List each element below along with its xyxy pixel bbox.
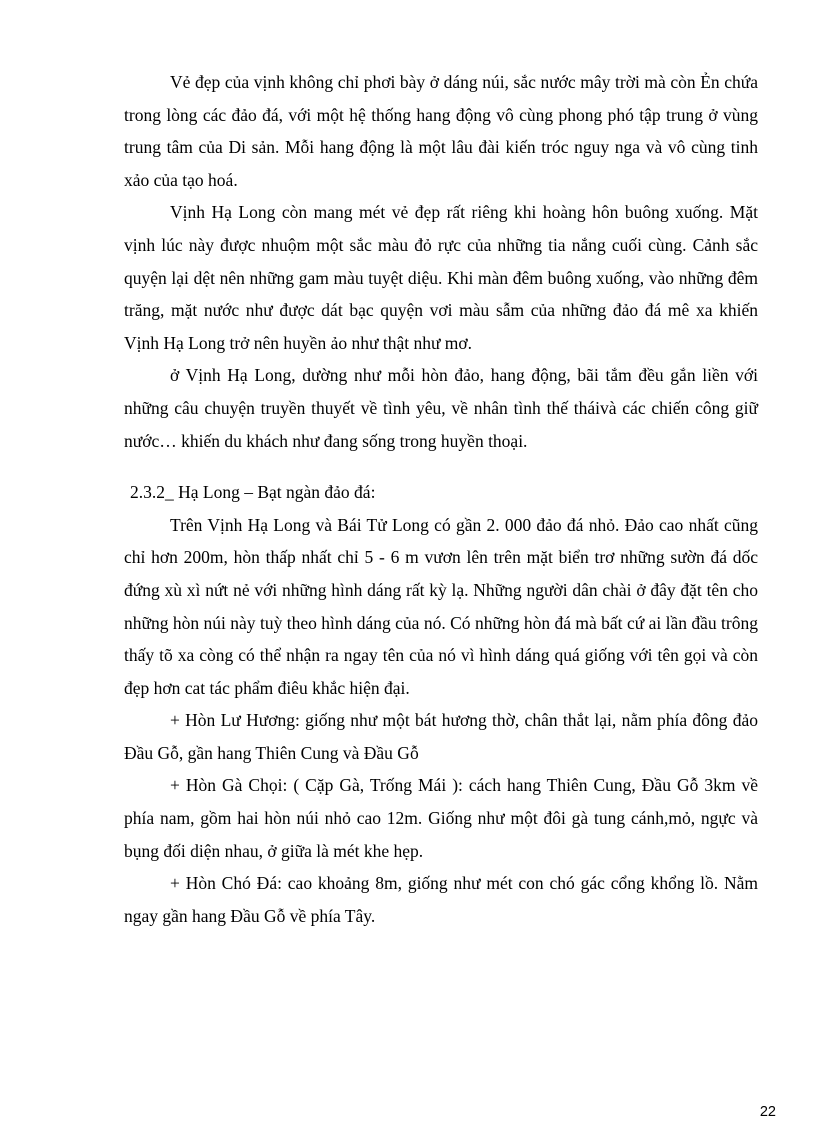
- paragraph-islands: Trên Vịnh Hạ Long và Bái Tử Long có gần 2. 000 đảo đá nhỏ. Đảo cao nhất cũng chỉ hơn 200m, hòn thấp nhất chỉ 5 - 6 m vươn lên trên mặt biển trơ những sườn đá dốc đứng xù xì nứt nẻ với những hình dáng rất kỳ lạ. Những người dân chài ở đây đặt tên cho những hòn núi này tuỳ theo hình dáng của nó. Có những hòn đá mà bất cứ ai lần đầu trông thấy tõ xa còng có thể nhận ra ngay tên của nó vì hình dáng quá giống với tên gọi và còn đẹp hơn cat tác phẩm điêu khắc hiện đại.: [124, 514, 758, 698]
- page-content: [124, 66, 758, 932]
- paragraph-hon-ga-choi: + Hòn Gà Chọi: ( Cặp Gà, Trống Mái ): cách hang Thiên Cung, Đầu Gỗ 3km về phía nam, gồm hai hòn núi nhỏ cao 12m. Giống như một đôi gà tung cánh,mỏ, ngực và bụng đối diện nhau, ở giữa là mét khe hẹp.: [124, 775, 758, 861]
- paragraph-hon-cho-da: + Hòn Chó Đá: cao khoảng 8m, giống như mét con chó gác cổng khổng lồ. Nằm ngay gần hang Đầu Gỗ về phía Tây.: [124, 873, 758, 926]
- section-heading: 2.3.2_ Hạ Long – Bạt ngàn đảo đá:: [130, 482, 376, 503]
- paragraph-sunset: Vịnh Hạ Long còn mang mét vẻ đẹp rất riêng khi hoàng hôn buông xuống. Mặt vịnh lúc này được nhuộm một sắc màu đỏ rực của những tia nắng cuối cùng. Cảnh sắc quyện lại dệt nên những gam màu tuyệt diệu. Khi màn đêm buông xuống, vào những đêm trăng, mặt nước như được dát bạc quyện vơi màu sẫm của những đảo đá mê xa khiến Vịnh Hạ Long trở nên huyền ảo như thật như mơ.: [124, 202, 758, 353]
- paragraph-legends: ở Vịnh Hạ Long, dường như mỗi hòn đảo, hang động, bãi tắm đều gắn liền với những câu chuyện truyền thuyết về tình yêu, về nhân tình thế tháivà các chiến công giữ nước… khiến du khách như đang sống trong huyền thoại.: [124, 365, 758, 451]
- paragraph-cave-beauty: Vẻ đẹp của vịnh không chỉ phơi bày ở dáng núi, sắc nước mây trời mà còn Ẻn chứa trong lòng các đảo đá, với một hệ thống hang động vô cùng phong phó tập trung ở vùng trung tâm của Di sản. Mỗi hang động là một lâu đài kiến tróc nguy nga và vô cùng tinh xảo của tạo hoá.: [124, 72, 758, 190]
- paragraph-hon-lu-huong: + Hòn Lư Hương: giống như một bát hương thờ, chân thắt lại, nằm phía đông đảo Đầu Gỗ, gần hang Thiên Cung và Đầu Gỗ: [124, 710, 758, 763]
- page-number: 22: [759, 1104, 776, 1120]
